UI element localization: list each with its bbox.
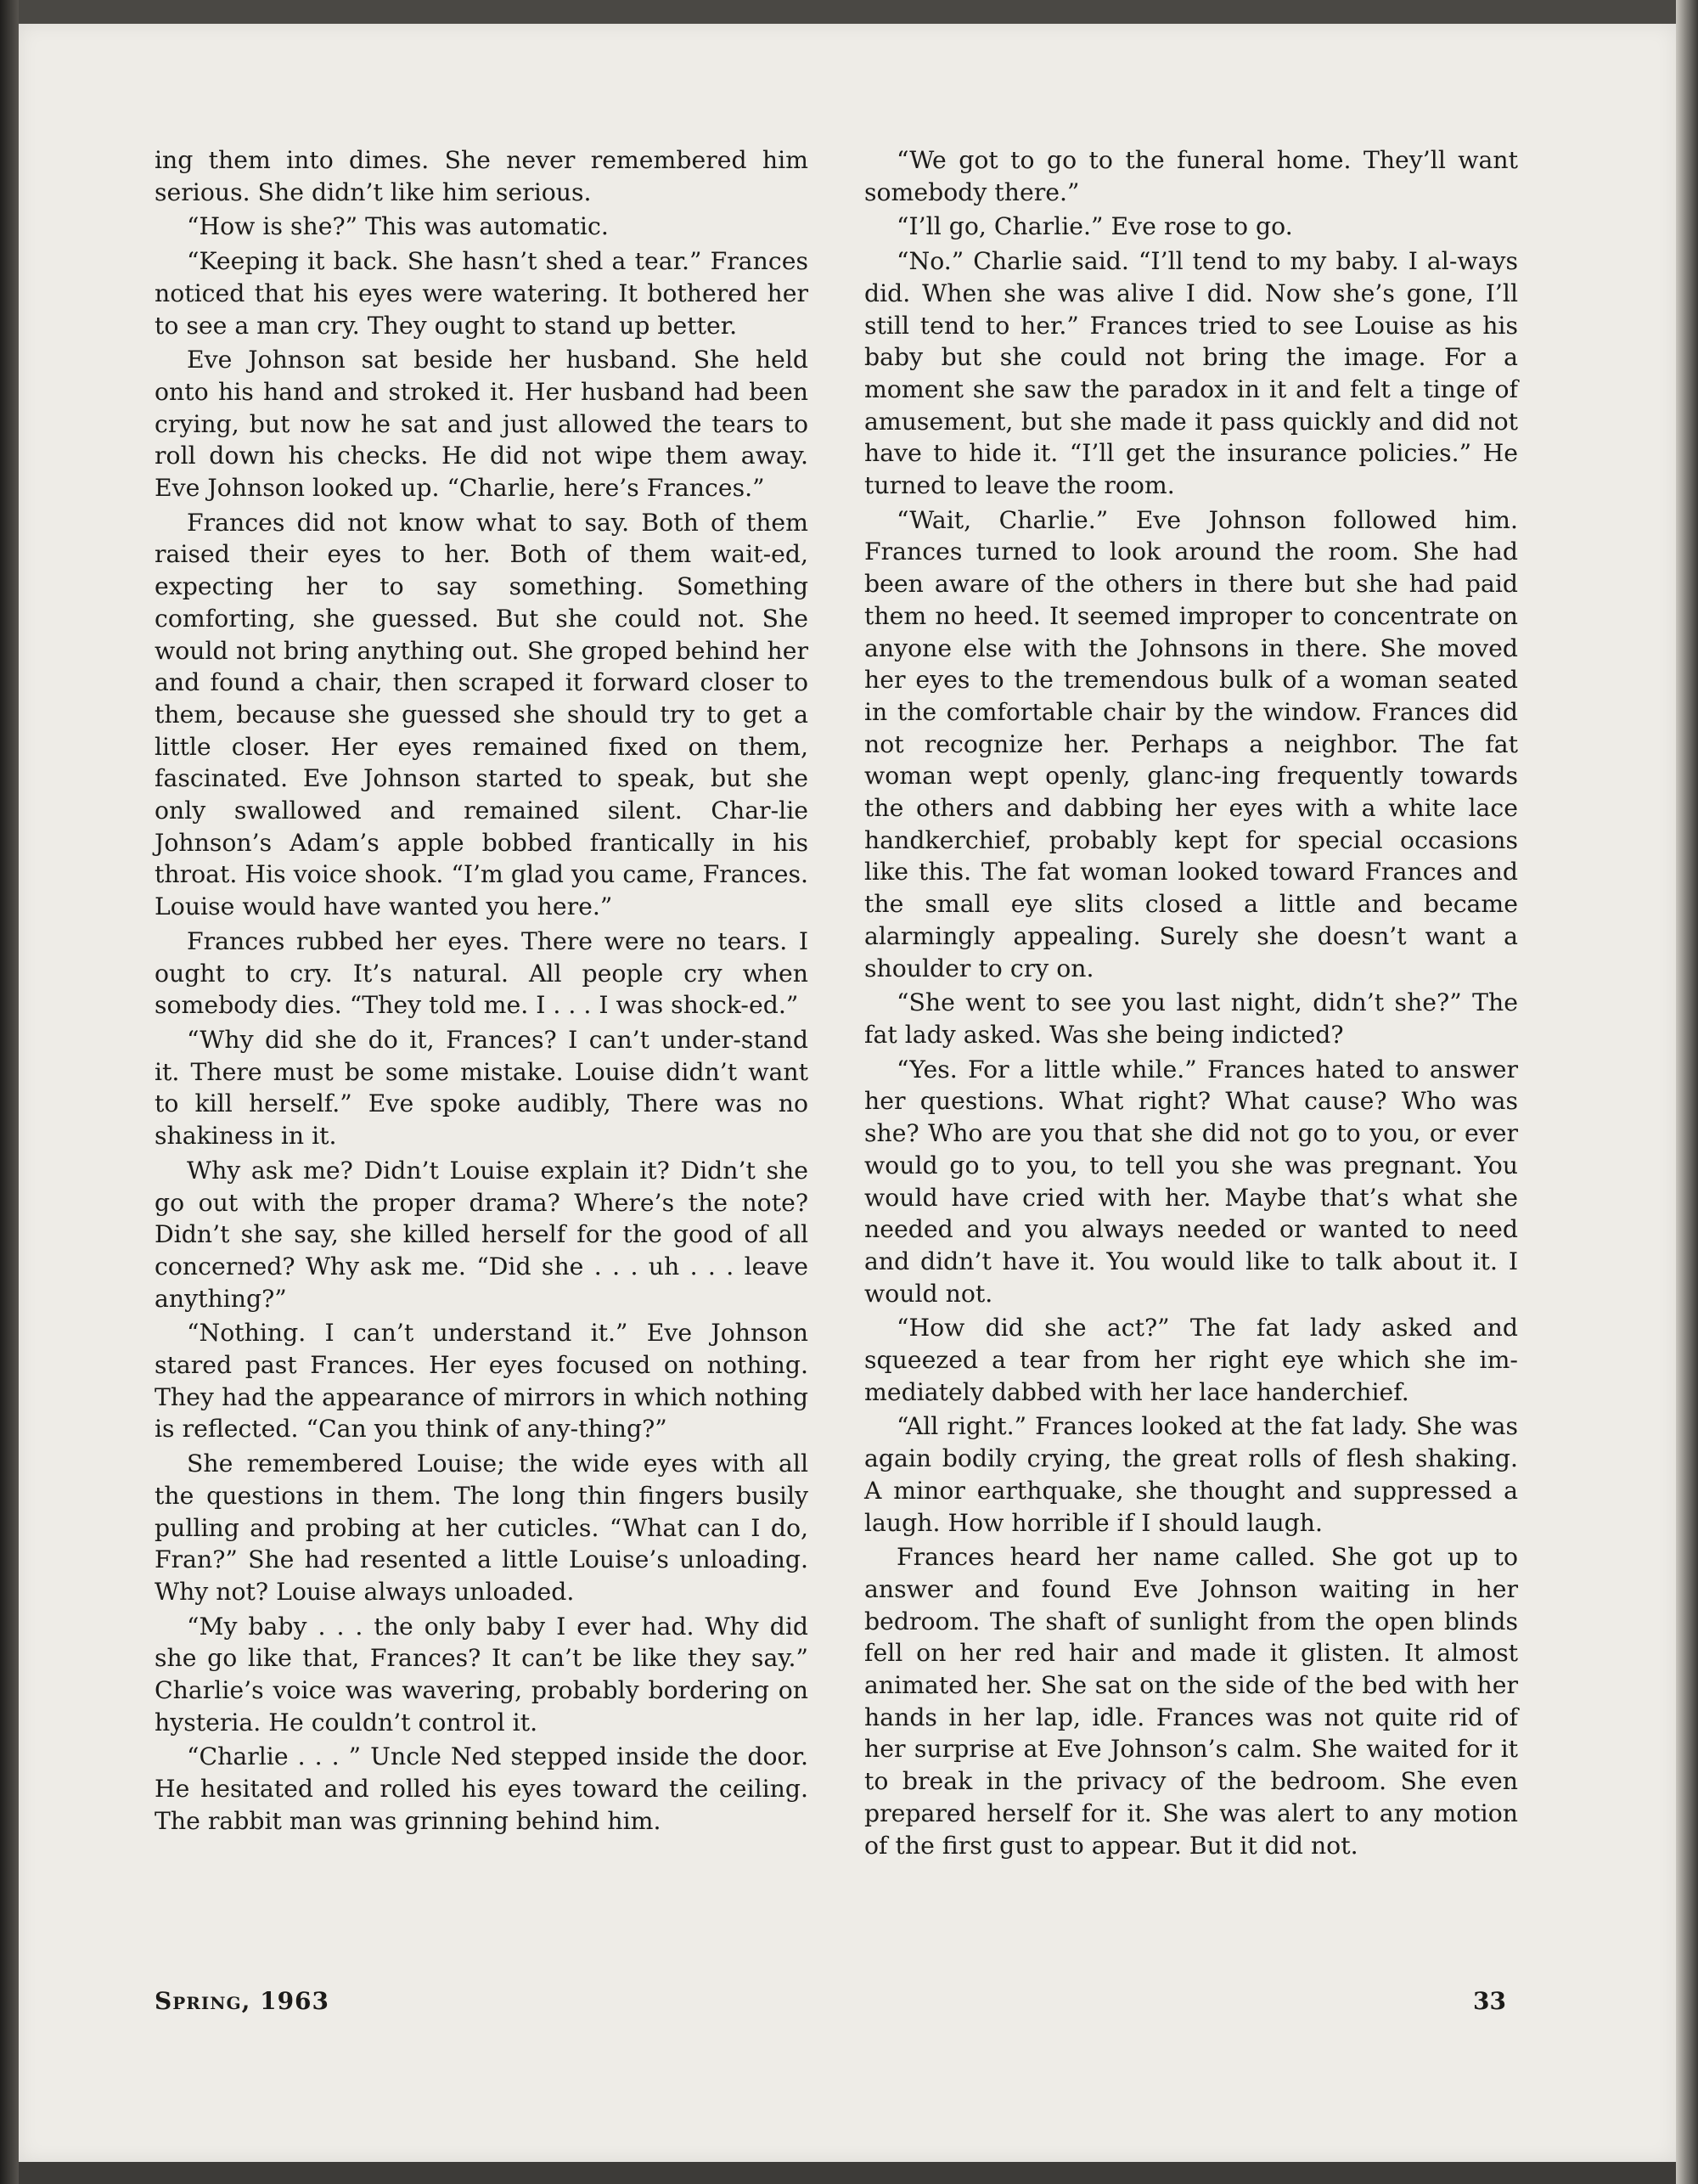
paragraph: “Charlie . . . ” Uncle Ned stepped inside the door. He hesitated and rolled his eyes toward the ceiling. The rabbit man was grinning behind him. bbox=[155, 1742, 808, 1835]
paragraph: “Keeping it back. She hasn’t shed a tear.” Frances noticed that his eyes were watering. It bothered her to see a man cry. They ought to stand up better. bbox=[155, 247, 808, 340]
paragraph: “How did she act?” The fat lady asked and squeezed a tear from her right eye which she im-mediately dabbed with her lace handerchief. bbox=[864, 1314, 1518, 1406]
paragraph: Frances rubbed her eyes. There were no tears. I ought to cry. It’s natural. All people cry when somebody dies. “They told me. I . . . I was shock-ed.” bbox=[155, 926, 808, 1020]
page-number: 33 bbox=[1473, 1987, 1506, 2015]
paragraph: ing them into dimes. She never remembered him serious. She didn’t like him serious. bbox=[155, 146, 808, 206]
paragraph: “She went to see you last night, didn’t she?” The fat lady asked. Was she being indicted? bbox=[864, 988, 1518, 1049]
paragraph: “I’ll go, Charlie.” Eve rose to go. bbox=[897, 212, 1293, 241]
paragraph: She remembered Louise; the wide eyes with all the questions in them. The long thin fingers busily pulling and probing at her cuticles. “What can I do, Fran?” She had resented a little Louise’s unloading. Why not? Louise always unloaded. bbox=[155, 1449, 808, 1606]
paragraph: “Yes. For a little while.” Frances hated to answer her questions. What right? What cause? Who was she? Who are you that she did not go to you, or ever would go to you, to tell you she was pregnant. You would have cried with her. Maybe that’s what she needed and you always needed or wanted to need and didn’t have it. You would like to talk about it. I would not. bbox=[864, 1055, 1518, 1308]
issue-date: Spring, 1963 bbox=[155, 1987, 330, 2015]
paragraph: “We got to go to the funeral home. They’ll want somebody there.” bbox=[864, 146, 1518, 206]
right-column bbox=[864, 144, 1518, 1864]
paragraph: “My baby . . . the only baby I ever had. Why did she go like that, Frances? It can’t be like they say.” Charlie’s voice was wavering, probably bordering on hysteria. He couldn’t control it. bbox=[155, 1612, 808, 1737]
scan-top-edge bbox=[0, 0, 1698, 24]
paragraph: Why ask me? Didn’t Louise explain it? Didn’t she go out with the proper drama? Where’s the note? Didn’t she say, she killed herself for the good of all concerned? Why ask me. “Did she . . . uh . . . leave anything?” bbox=[155, 1156, 808, 1313]
paragraph: “All right.” Frances looked at the fat lady. She was again bodily crying, the great rolls of flesh shaking. A minor earthquake, she thought and suppressed a laugh. How horrible if I should laugh. bbox=[864, 1412, 1518, 1537]
paragraph: “Wait, Charlie.” Eve Johnson followed him. Frances turned to look around the room. She had been aware of the others in there but she had paid them no heed. It seemed improper to concentrate on anyone else with the Johnsons in there. She moved her eyes to the tremendous bulk of a woman seated in the comfortable chair by the window. Frances did not recognize her. Perhaps a neighbor. The fat woman wept openly, glanc-ing frequently towards the others and dabbing her eyes with a white lace handkerchief, probably kept for special occasions like this. The fat woman looked toward Frances and the small eye slits closed a little and became alarmingly appealing. Surely she doesn’t want a shoulder to cry on. bbox=[864, 505, 1518, 982]
paragraph: Frances did not know what to say. Both of them raised their eyes to her. Both of them wait-ed, expecting her to say something. Something comforting, she guessed. But she could not. She would not bring anything out. She groped behind her and found a chair, then scraped it forward closer to them, because she guessed she should try to get a little closer. Her eyes remained fixed on them, fascinated. Eve Johnson started to speak, but she only swallowed and remained silent. Char-lie Johnson’s Adam’s apple bobbed frantically in his throat. His voice shook. “I’m glad you came, Frances. Louise would have wanted you here.” bbox=[155, 508, 808, 921]
paragraph: Frances heard her name called. She got up to answer and found Eve Johnson waiting in her bedroom. The shaft of sunlight from the open blinds fell on her red hair and made it glisten. It almost animated her. She sat on the side of the bed with her hands in her lap, idle. Frances was not quite rid of her surprise at Eve Johnson’s calm. She waited for it to break in the privacy of the bedroom. She even prepared herself for it. She was alert to any motion of the first gust to appear. But it did not. bbox=[864, 1543, 1518, 1860]
page-edge bbox=[1676, 0, 1698, 2184]
page-spine bbox=[0, 0, 19, 2184]
paragraph: “No.” Charlie said. “I’ll tend to my baby. I al-ways did. When she was alive I did. Now she’s gone, I’ll still tend to her.” Frances tried to see Louise as his baby but she could not bring the image. For a moment she saw the paradox in it and felt a tinge of amusement, but she made it pass quickly and did not have to hide it. “I’ll get the insurance policies.” He turned to leave the room. bbox=[864, 247, 1518, 500]
paragraph: “Why did she do it, Frances? I can’t under-stand it. There must be some mistake. Louise didn’t want to kill herself.” Eve spoke audibly, There was no shakiness in it. bbox=[155, 1025, 808, 1151]
paragraph: Eve Johnson sat beside her husband. She held onto his hand and stroked it. Her husband had been crying, but now he sat and just allowed the tears to roll down his checks. He did not wipe them away. Eve Johnson looked up. “Charlie, here’s Frances.” bbox=[155, 346, 808, 503]
left-column bbox=[155, 144, 808, 1840]
paragraph: “Nothing. I can’t understand it.” Eve Johnson stared past Frances. Her eyes focused on nothing. They had the appearance of mirrors in which nothing is reflected. “Can you think of any-thing?” bbox=[155, 1319, 808, 1444]
scan-bottom-edge bbox=[0, 2162, 1698, 2184]
paragraph: “How is she?” This was automatic. bbox=[187, 212, 609, 241]
